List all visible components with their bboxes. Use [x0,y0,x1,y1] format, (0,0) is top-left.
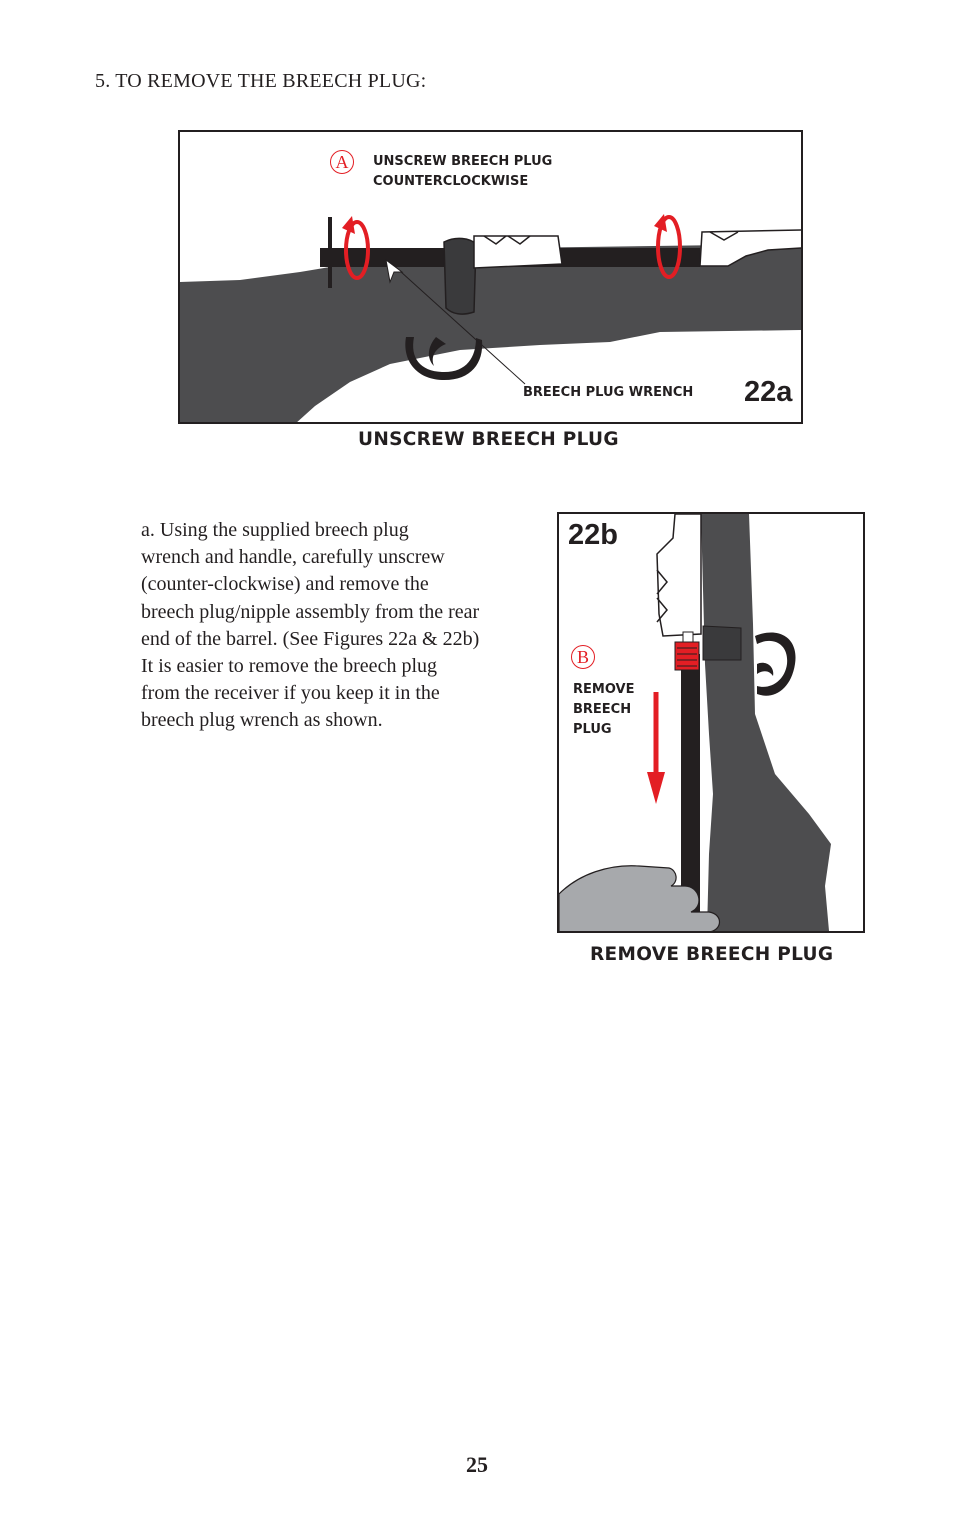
receiver-front [474,236,562,268]
section-heading: 5. TO REMOVE THE BREECH PLUG: [95,70,427,92]
callout-b-line-2: BREECH [573,702,632,717]
rifle-stock [701,514,831,931]
wrench-shaft [681,654,700,914]
instruction-line: (counter-clockwise) and remove the [141,573,429,596]
callout-a-badge: A [330,150,354,174]
figure-22b [557,512,865,933]
page-number: 25 [466,1452,488,1477]
callout-a-text [373,152,552,192]
callout-b-badge: B [571,645,595,669]
callout-b-text [573,680,634,740]
rifle-stock [180,244,801,422]
figure-22a [178,130,803,424]
wrench-handle [444,238,476,314]
figure-22a-caption: UNSCREW BREECH PLUG [358,429,619,450]
receiver [657,514,701,636]
wrench-label: BREECH PLUG WRENCH [523,385,694,400]
figure-22b-caption: REMOVE BREECH PLUG [590,944,834,965]
callout-a-line-2: COUNTERCLOCKWISE [373,174,529,189]
trigger [757,663,773,676]
callout-b-line-1: REMOVE [573,682,635,697]
instruction-line: end of the barrel. (See Figures 22a & 22b) [141,627,480,650]
instruction-line: It is easier to remove the breech plug [141,655,437,678]
instruction-line: breech plug wrench as shown. [141,709,383,732]
instruction-line: a. Using the supplied breech plug [141,519,409,541]
figure-22b-number: 22b [568,519,618,551]
figure-22a-number: 22a [744,376,793,408]
instruction-paragraph [141,517,541,735]
instruction-line: from the receiver if you keep it in the [141,682,440,705]
callout-a-line-1: UNSCREW BREECH PLUG [373,154,553,169]
callout-b-line-3: PLUG [573,722,612,737]
instruction-line: wrench and handle, carefully unscrew [141,546,445,569]
instruction-line: breech plug/nipple assembly from the rear [141,600,480,623]
